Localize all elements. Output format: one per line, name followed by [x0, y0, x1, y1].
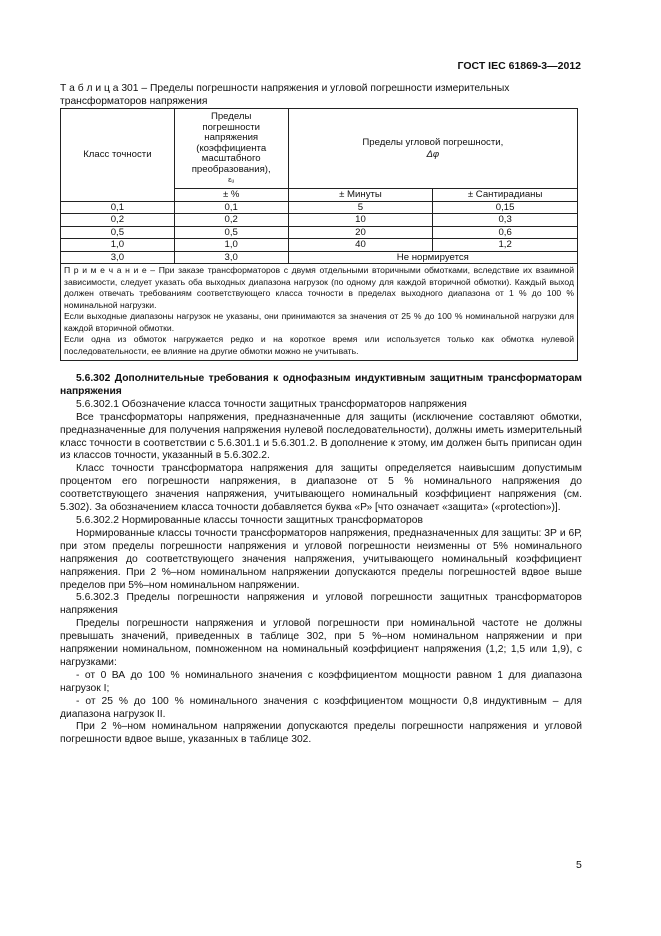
subsection-heading-5-6-302-2: 5.6.302.2 Нормированные классы точности защитных трансформаторов — [76, 514, 423, 526]
header-angle-error: Пределы угловой погрешности, Δφ — [288, 109, 577, 189]
table-caption: Т а б л и ц а 301 – Пределы погрешности напряжения и угловой погрешности измерительных трансформаторов напряжения — [60, 83, 510, 107]
header-minutes: ± Минуты — [288, 189, 433, 202]
ratio-symbol: εᵤ — [228, 175, 235, 185]
table-note-row — [61, 264, 578, 361]
list-item: - от 0 ВА до 100 % номинального значения с коэффициентом мощности равном 1 для диапазона нагрузок I; — [60, 669, 582, 694]
paragraph: Класс точности трансформатора напряжения для защиты определяется наивысшим допустимым процентом его погрешности напряжения, в диапазоне от 5 % номинального напряжения до соответствующего значения напряжения, учитывающего номинальный коэффициент напряжения (см. 5.302). За обозначением класса точности добавляется буква «Р» [что означает «защита» («protection»)]. — [60, 463, 582, 514]
subsection-heading-5-6-302-1: 5.6.302.1 Обозначение класса точности защитных трансформаторов напряжения — [76, 398, 467, 410]
paragraph: Пределы погрешности напряжения и угловой погрешности при номинальной частоте не должны превышать значений, приведенных в таблице 302, при 5 %–ном номинальном напряжении и при напряжении номинальном, помноженном на номинальный коэффициент напряжения (1,2; 1,5 или 1,9), с нагрузками: — [60, 618, 582, 668]
table-row: 0,1 0,1 5 0,15 — [61, 201, 578, 214]
not-normalized-cell: Не нормируется — [288, 251, 577, 264]
header-centiradians: ± Сантирадианы — [433, 189, 578, 202]
section-heading-5-6-302: 5.6.302 Дополнительные требования к однофазным индуктивным защитным трансформаторам напряжения — [60, 373, 582, 397]
paragraph: Нормированные классы точности трансформаторов напряжения, предназначенных для защиты: 3Р и 6Р, при этом пределы погрешности напряжения и угловой погрешности неизменны от 5% номинального напряжения до соответствующего значения напряжения, учитывающего номинальный коэффициент напряжения. При 2 %–ном номинальном напряжении допускаются пределы погрешностей вдвое выше пределов при 5%–ном номинальном напряжении. — [60, 527, 582, 591]
table-note — [61, 264, 578, 361]
note-paragraph: П р и м е ч а н и е – При заказе трансформаторов с двумя отдельными вторичными обмотками, вследствие их взаимной зависимости, следует указать оба выходных диапазона нагрузок (по одному для каждой вторичной обмотки). Каждый выход должен отвечать требованиям соответствующего класса точности в пределах выходного диапазона от 1 % до 100 % номинальной нагрузки. — [64, 265, 574, 310]
table-header-row — [61, 109, 578, 189]
table-row-last: 3,0 3,0 Не нормируется — [61, 251, 578, 264]
body-text — [60, 373, 582, 747]
header-accuracy-class: Класс точности — [61, 109, 175, 202]
table-row: 0,2 0,2 10 0,3 — [61, 214, 578, 227]
paragraph: Все трансформаторы напряжения, предназначенные для защиты (исключение составляют обмотки, предназначенные для получения напряжения нулевой последовательности), должны иметь измерительный класс точности в соответствии с 5.6.301.1 и 5.6.301.2. В дополнение к этому, им должен быть приписан один из классов точности, указанный в 5.6.302.2. — [60, 411, 582, 462]
list-item: - от 25 % до 100 % номинального значения с коэффициентом мощности 0,8 индуктивным – для диапазона нагрузок II. — [60, 695, 582, 720]
table-row: 1,0 1,0 40 1,2 — [61, 239, 578, 252]
header-ratio-error: Пределы погрешности напряжения (коэффициента масштабного преобразования), εᵤ — [174, 109, 288, 189]
subsection-heading-5-6-302-3: 5.6.302.3 Пределы погрешности напряжения и угловой погрешности защитных трансформаторов напряжения — [60, 592, 582, 617]
note-paragraph: Если одна из обмоток нагружается редко и на короткое время или используется только как обмотка нулевой последовательности, ее влияние на другие обмотки можно не учитывать. — [64, 334, 574, 356]
accuracy-table — [60, 108, 578, 361]
header-ratio-unit: ± % — [174, 189, 288, 202]
note-paragraph: Если выходные диапазоны нагрузок не указаны, они принимаются за значения от 25 % до 100 % номинальной нагрузки для каждой вторичной обмотки. — [64, 311, 574, 333]
paragraph: При 2 %–ном номинальном напряжении допускаются пределы погрешности напряжения и угловой погрешности вдвое выше, указанных в таблице 302. — [60, 721, 582, 746]
page-number: 5 — [576, 859, 582, 871]
table-row: 0,5 0,5 20 0,6 — [61, 226, 578, 239]
document-header: ГОСТ IEC 61869-3—2012 — [457, 60, 581, 72]
